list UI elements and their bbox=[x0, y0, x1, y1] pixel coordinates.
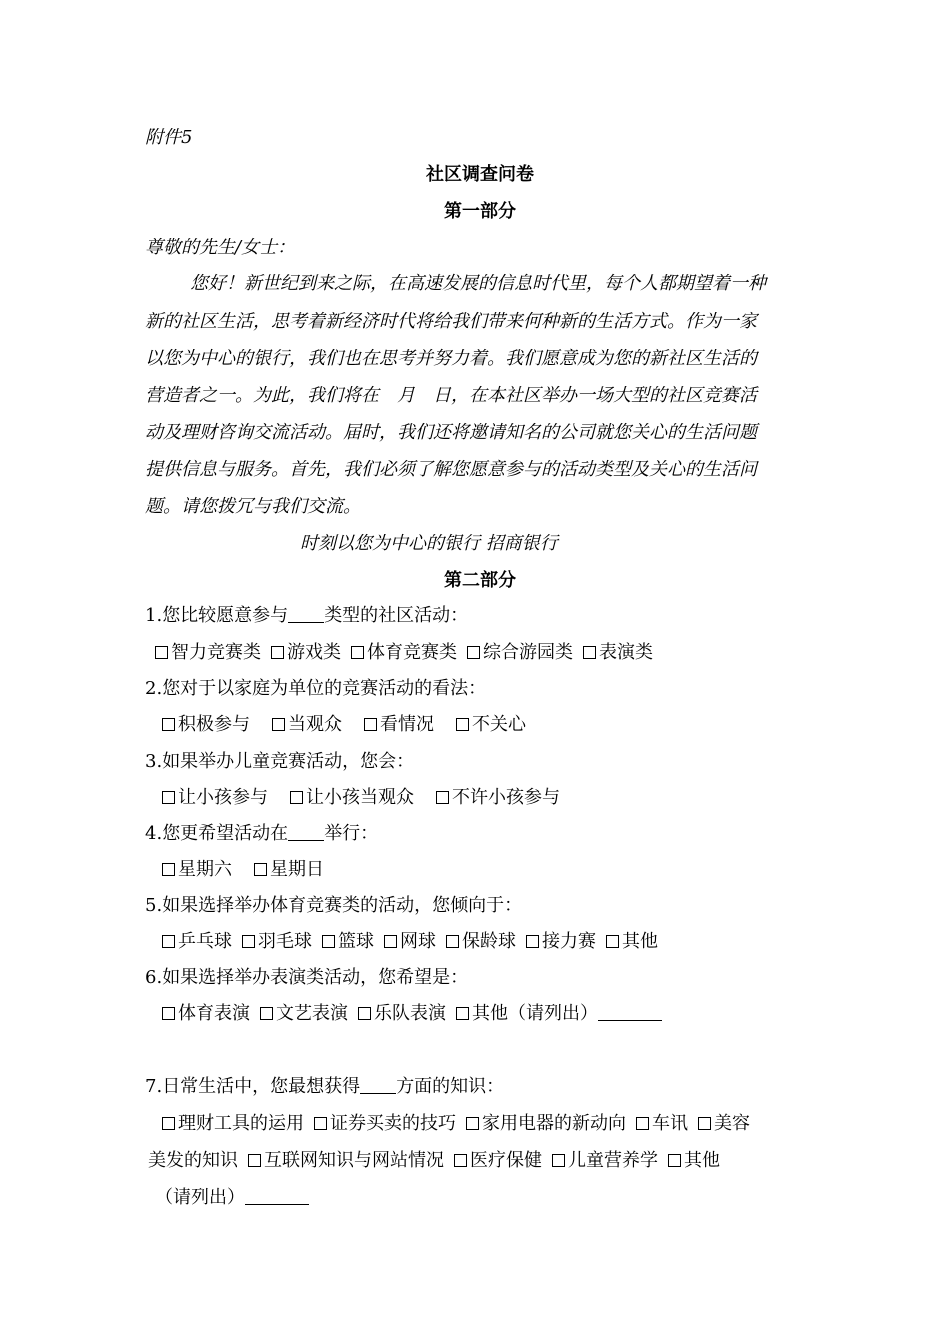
option-checkbox[interactable] bbox=[162, 713, 250, 737]
intro-line: 以您为中心的银行，我们也在思考并努力着。我们愿意成为您的新社区生活的 bbox=[145, 348, 757, 369]
question-5-options bbox=[162, 930, 832, 954]
text-label: 4. bbox=[145, 823, 163, 844]
text-label: 其他 bbox=[622, 931, 658, 952]
checkbox-icon[interactable] bbox=[436, 791, 449, 804]
option-checkbox[interactable] bbox=[583, 641, 653, 665]
checkbox-icon[interactable] bbox=[248, 1154, 261, 1167]
checkbox-icon[interactable] bbox=[467, 646, 480, 659]
checkbox-icon[interactable] bbox=[254, 863, 267, 876]
text-label: 表演类 bbox=[599, 642, 653, 663]
intro-line: 题。请您拨冗与我们交流。 bbox=[145, 496, 361, 517]
text-label: 智力竞赛类 bbox=[171, 642, 261, 663]
option-checkbox[interactable] bbox=[552, 1149, 658, 1173]
checkbox-icon[interactable] bbox=[314, 1117, 327, 1130]
text-label: 证券买卖的技巧 bbox=[330, 1113, 456, 1134]
text-label: 2. bbox=[145, 678, 163, 699]
text-label: 网球 bbox=[400, 931, 436, 952]
text-label: 星期六 bbox=[178, 859, 232, 880]
text-label: 不关心 bbox=[472, 714, 526, 735]
checkbox-icon[interactable] bbox=[526, 935, 539, 948]
checkbox-icon[interactable] bbox=[162, 1007, 175, 1020]
text-label: 您更希望活动在 bbox=[162, 823, 289, 844]
option-checkbox[interactable] bbox=[436, 786, 560, 810]
text-label: 让小孩参与 bbox=[178, 787, 268, 808]
intro-line: 营造者之一。为此，我们将在 月 日，在本社区举办一场大型的社区竞赛活 bbox=[145, 385, 757, 406]
question-1 bbox=[145, 604, 815, 628]
text-label: 医疗保健 bbox=[470, 1150, 542, 1171]
checkbox-icon[interactable] bbox=[162, 791, 175, 804]
text-label: 日常生活中，您最想获得 bbox=[162, 1076, 361, 1097]
question-7-options-row3 bbox=[155, 1186, 825, 1210]
text-label: 乒乓球 bbox=[178, 931, 232, 952]
option-checkbox[interactable] bbox=[162, 786, 268, 810]
option-checkbox[interactable] bbox=[351, 641, 457, 665]
option-checkbox[interactable] bbox=[272, 713, 342, 737]
option-checkbox[interactable] bbox=[467, 641, 573, 665]
intro-line: 动及理财咨询交流活动。届时，我们还将邀请知名的公司就您关心的生活问题 bbox=[145, 422, 757, 443]
checkbox-icon[interactable] bbox=[668, 1154, 681, 1167]
option-checkbox[interactable] bbox=[358, 1002, 446, 1026]
option-checkbox[interactable] bbox=[384, 930, 436, 954]
checkbox-icon[interactable] bbox=[606, 935, 619, 948]
checkbox-icon[interactable] bbox=[384, 935, 397, 948]
text-label: 综合游园类 bbox=[483, 642, 573, 663]
option-checkbox[interactable] bbox=[271, 641, 341, 665]
option-checkbox[interactable] bbox=[162, 1112, 304, 1136]
text-label: 类型的社区活动： bbox=[324, 605, 469, 626]
text-label: 乐队表演 bbox=[374, 1003, 446, 1024]
intro-line: 新的社区生活，思考着新经济时代将给我们带来何种新的生活方式。作为一家 bbox=[145, 311, 757, 332]
question-1-options bbox=[155, 641, 825, 665]
option-checkbox[interactable] bbox=[260, 1002, 348, 1026]
text-label: 接力赛 bbox=[542, 931, 596, 952]
answer-blank[interactable] bbox=[288, 605, 324, 623]
text-label: 当观众 bbox=[288, 714, 342, 735]
checkbox-icon[interactable] bbox=[162, 935, 175, 948]
option-checkbox[interactable] bbox=[466, 1112, 626, 1136]
text-label: 互联网知识与网站情况 bbox=[264, 1150, 444, 1171]
checkbox-icon[interactable] bbox=[260, 1007, 273, 1020]
text-label: 羽毛球 bbox=[258, 931, 312, 952]
text-label: 7. bbox=[145, 1076, 163, 1097]
checkbox-icon[interactable] bbox=[351, 646, 364, 659]
option-checkbox[interactable] bbox=[162, 930, 232, 954]
question-3-options bbox=[162, 786, 832, 810]
text-label: 积极参与 bbox=[178, 714, 250, 735]
checkbox-icon[interactable] bbox=[454, 1154, 467, 1167]
option-checkbox[interactable] bbox=[454, 1149, 542, 1173]
text-label: 举行： bbox=[324, 823, 379, 844]
text-label: 您比较愿意参与 bbox=[162, 605, 289, 626]
checkbox-icon[interactable] bbox=[446, 935, 459, 948]
text-label: 3. bbox=[145, 751, 163, 772]
option-checkbox[interactable] bbox=[446, 930, 516, 954]
checkbox-icon[interactable] bbox=[242, 935, 255, 948]
text-label: 其他 bbox=[684, 1150, 720, 1171]
checkbox-icon[interactable] bbox=[155, 646, 168, 659]
other-fill-blank[interactable] bbox=[598, 1003, 662, 1021]
question-7 bbox=[145, 1075, 815, 1099]
part2-heading: 第二部分 bbox=[444, 570, 516, 591]
text-label: 其他（请列出） bbox=[472, 1003, 598, 1024]
text-label: 如果选择举办体育竞赛类的活动，您倾向于： bbox=[162, 895, 523, 916]
text-label: 游戏类 bbox=[287, 642, 341, 663]
text-label: 美容 bbox=[714, 1113, 750, 1134]
checkbox-icon[interactable] bbox=[552, 1154, 565, 1167]
checkbox-icon[interactable] bbox=[322, 935, 335, 948]
option-checkbox[interactable] bbox=[242, 930, 312, 954]
text-label: 家用电器的新动向 bbox=[482, 1113, 626, 1134]
question-6-options bbox=[162, 1002, 832, 1026]
text-label: 篮球 bbox=[338, 931, 374, 952]
text-label: 体育竞赛类 bbox=[367, 642, 457, 663]
option-checkbox[interactable] bbox=[290, 786, 414, 810]
text-label: 理财工具的运用 bbox=[178, 1113, 304, 1134]
checkbox-icon[interactable] bbox=[162, 1117, 175, 1130]
question-6 bbox=[145, 966, 815, 990]
document-title: 社区调查问卷 bbox=[426, 164, 534, 185]
question-2-options bbox=[162, 713, 832, 737]
text-label: 如果举办儿童竞赛活动，您会： bbox=[162, 751, 415, 772]
option-checkbox[interactable] bbox=[248, 1149, 444, 1173]
checkbox-icon[interactable] bbox=[358, 1007, 371, 1020]
checkbox-icon[interactable] bbox=[456, 1007, 469, 1020]
option-checkbox[interactable] bbox=[314, 1112, 456, 1136]
text-label: 1. bbox=[145, 605, 163, 626]
checkbox-icon[interactable] bbox=[466, 1117, 479, 1130]
option-checkbox[interactable] bbox=[456, 713, 526, 737]
text-label: 看情况 bbox=[380, 714, 434, 735]
checkbox-icon[interactable] bbox=[364, 718, 377, 731]
question-4 bbox=[145, 822, 815, 846]
checkbox-icon[interactable] bbox=[636, 1117, 649, 1130]
option-checkbox[interactable] bbox=[456, 1002, 662, 1026]
option-checkbox[interactable] bbox=[162, 858, 232, 882]
attachment-label: 附件5 bbox=[145, 127, 193, 148]
option-checkbox[interactable] bbox=[606, 930, 658, 954]
part1-heading: 第一部分 bbox=[444, 201, 516, 222]
question-3 bbox=[145, 750, 815, 774]
checkbox-icon[interactable] bbox=[290, 791, 303, 804]
option-checkbox[interactable] bbox=[636, 1112, 688, 1136]
checkbox-icon[interactable] bbox=[271, 646, 284, 659]
text-label: 美发的知识 bbox=[148, 1150, 238, 1171]
question-7-options-row2 bbox=[148, 1149, 818, 1173]
option-checkbox[interactable] bbox=[526, 930, 596, 954]
text-label: 不许小孩参与 bbox=[452, 787, 560, 808]
intro-line: 您好！新世纪到来之际，在高速发展的信息时代里，每个人都期望着一种 bbox=[190, 273, 766, 294]
text-label: 文艺表演 bbox=[276, 1003, 348, 1024]
question-7-options-row1 bbox=[162, 1112, 832, 1136]
checkbox-icon[interactable] bbox=[698, 1117, 711, 1130]
salutation: 尊敬的先生/女士： bbox=[145, 237, 296, 258]
checkbox-icon[interactable] bbox=[583, 646, 596, 659]
text-label: 保龄球 bbox=[462, 931, 516, 952]
option-checkbox[interactable] bbox=[162, 1002, 250, 1026]
question-4-options bbox=[162, 858, 832, 882]
text-label: 星期日 bbox=[270, 859, 324, 880]
text-label: 儿童营养学 bbox=[568, 1150, 658, 1171]
answer-blank[interactable] bbox=[288, 823, 324, 841]
option-checkbox[interactable] bbox=[668, 1149, 720, 1173]
checkbox-icon[interactable] bbox=[162, 863, 175, 876]
intro-line: 提供信息与服务。首先，我们必须了解您愿意参与的活动类型及关心的生活问 bbox=[145, 459, 757, 480]
question-2 bbox=[145, 677, 815, 701]
option-checkbox[interactable] bbox=[155, 641, 261, 665]
bank-slogan: 时刻以您为中心的银行 招商银行 bbox=[300, 533, 558, 554]
checkbox-icon[interactable] bbox=[162, 718, 175, 731]
text-label: 体育表演 bbox=[178, 1003, 250, 1024]
option-checkbox[interactable] bbox=[254, 858, 324, 882]
text-label: 车讯 bbox=[652, 1113, 688, 1134]
text-label: 6. bbox=[145, 967, 163, 988]
text-label: 方面的知识： bbox=[396, 1076, 505, 1097]
answer-blank[interactable] bbox=[360, 1076, 396, 1094]
option-checkbox[interactable] bbox=[698, 1112, 750, 1136]
text-label: 您对于以家庭为单位的竞赛活动的看法： bbox=[162, 678, 487, 699]
text-label: 如果选择举办表演类活动，您希望是： bbox=[162, 967, 469, 988]
text-label: 让小孩当观众 bbox=[306, 787, 414, 808]
other-fill-blank[interactable] bbox=[245, 1187, 309, 1205]
checkbox-icon[interactable] bbox=[272, 718, 285, 731]
checkbox-icon[interactable] bbox=[456, 718, 469, 731]
text-label: （请列出） bbox=[155, 1187, 245, 1208]
question-5 bbox=[145, 894, 815, 918]
option-checkbox[interactable] bbox=[322, 930, 374, 954]
text-label: 5. bbox=[145, 895, 163, 916]
option-checkbox[interactable] bbox=[364, 713, 434, 737]
